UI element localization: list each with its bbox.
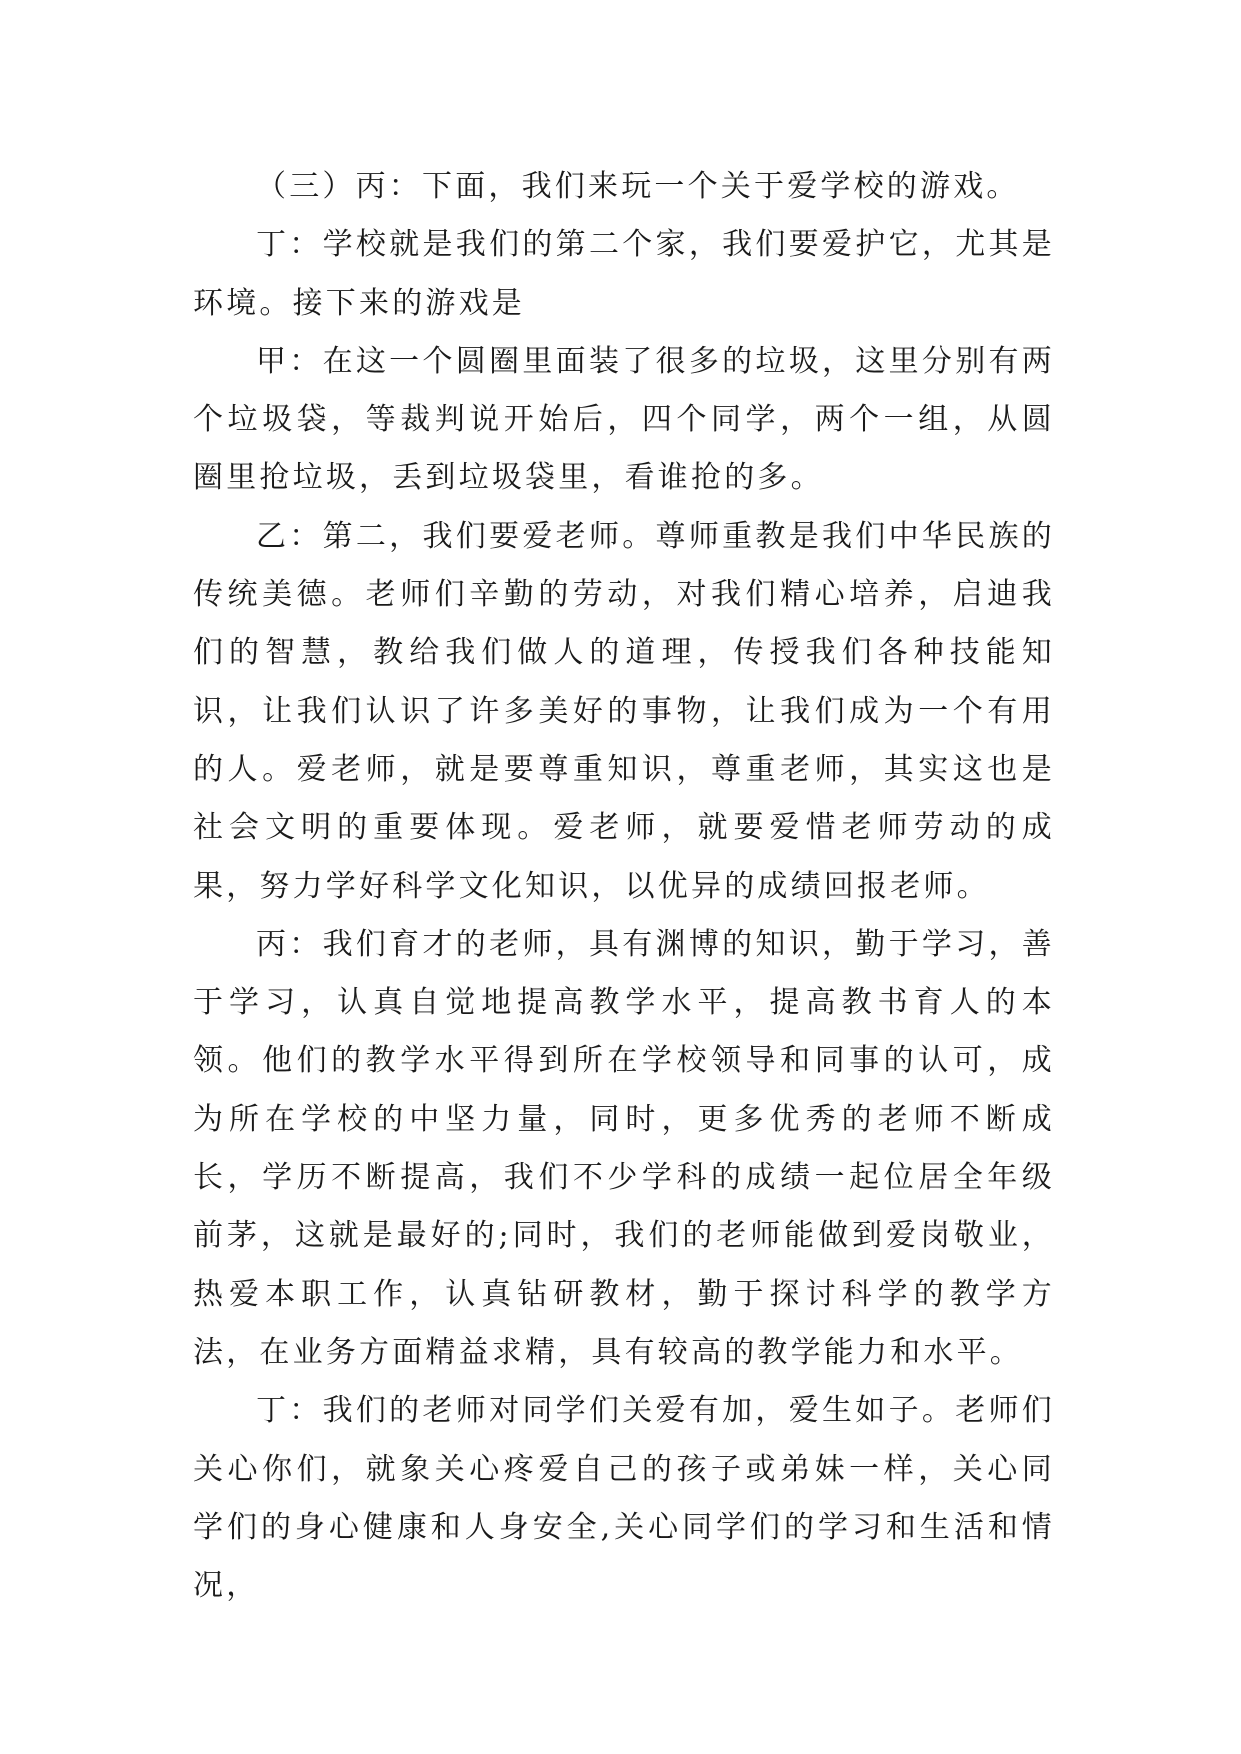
paragraph-game-intro: （三）丙：下面，我们来玩一个关于爱学校的游戏。 [256, 169, 1020, 204]
paragraph-love-teachers: 乙：第二，我们要爱老师。尊师重教是我们中华民族的传统美德。老师们辛勤的劳动，对我们精心培养，启迪我们的智慧，教给我们做人的道理，传授我们各种技能知识，让我们认识了许多美好的事物，让我们成为一个有用的人。爱老师，就是要尊重知识，尊重老师，其实这也是社会文明的重要体现。爱老师，就要爱惜老师劳动的成果，努力学好科学文化知识，以优异的成绩回报老师。 [193, 518, 1055, 904]
document-body [193, 158, 1055, 1615]
paragraph-teachers-knowledge: 丙：我们育才的老师，具有渊博的知识，勤于学习，善于学习，认真自觉地提高教学水平，提高教书育人的本领。他们的教学水平得到所在学校领导和同事的认可，成为所在学校的中坚力量，同时，更多优秀的老师不断成长，学历不断提高，我们不少学科的成绩一起位居全年级前茅，这就是最好的;同时，我们的老师能做到爱岗敬业，热爱本职工作，认真钻研教材，勤于探讨科学的教学方法，在业务方面精益求精，具有较高的教学能力和水平。 [193, 926, 1055, 1370]
paragraph-game-rules: 甲：在这一个圆圈里面装了很多的垃圾，这里分别有两个垃圾袋，等裁判说开始后，四个同学，两个一组，从圆圈里抢垃圾，丢到垃圾袋里，看谁抢的多。 [193, 343, 1055, 496]
paragraph-teachers-care: 丁：我们的老师对同学们关爱有加，爱生如子。老师们关心你们，就象关心疼爱自己的孩子或弟妹一样，关心同学们的身心健康和人身安全,关心同学们的学习和生活和情况， [193, 1393, 1055, 1604]
paragraph-school-home: 丁：学校就是我们的第二个家，我们要爱护它，尤其是环境。接下来的游戏是 [193, 227, 1055, 321]
